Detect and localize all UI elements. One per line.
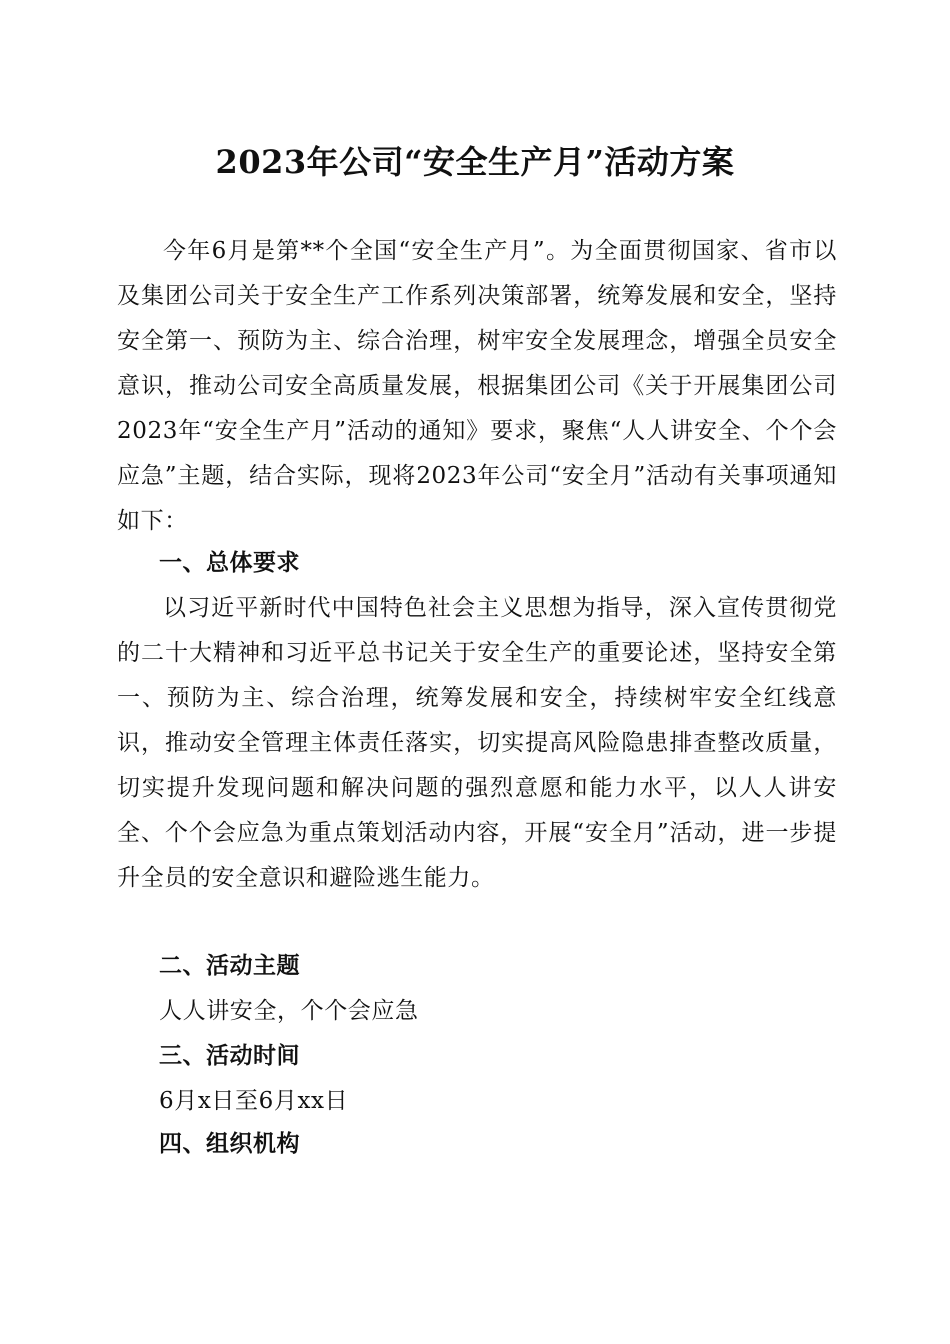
section-text-theme: 人人讲安全，个个会应急: [159, 998, 419, 1024]
document-title: 2023年公司“安全生产月”活动方案: [215, 143, 735, 181]
section-text-time: 6月x日至6月xx日: [159, 1088, 349, 1114]
section-heading-requirements: 一、总体要求: [159, 550, 300, 576]
section-heading-theme: 二、活动主题: [159, 953, 300, 979]
section-text-requirements: 以习近平新时代中国特色社会主义思想为指导，深入宣传贯彻党的二十大精神和习近平总书记关于安全生产的重要论述，坚持安全第一、预防为主、综合治理，统筹发展和安全，持续树牢安全红线意识，推动安全管理主体责任落实，切实提高风险隐患排查整改质量，切实提升发现问题和解决问题的强烈意愿和能力水平，以人人讲安全、个个会应急为重点策划活动内容，开展“安全月”活动，进一步提升全员的安全意识和避险逃生能力。: [117, 595, 837, 891]
section-heading-organization: 四、组织机构: [159, 1131, 300, 1157]
section-heading-time: 三、活动时间: [159, 1043, 300, 1069]
intro-paragraph: 今年6月是第**个全国“安全生产月”。为全面贯彻国家、省市以及集团公司关于安全生产工作系列决策部署，统筹发展和安全，坚持安全第一、预防为主、综合治理，树牢安全发展理念，增强全员安全意识，推动公司安全高质量发展，根据集团公司《关于开展集团公司2023年“安全生产月”活动的通知》要求，聚焦“人人讲安全、个个会应急”主题，结合实际，现将2023年公司“安全月”活动有关事项通知如下：: [117, 238, 837, 534]
